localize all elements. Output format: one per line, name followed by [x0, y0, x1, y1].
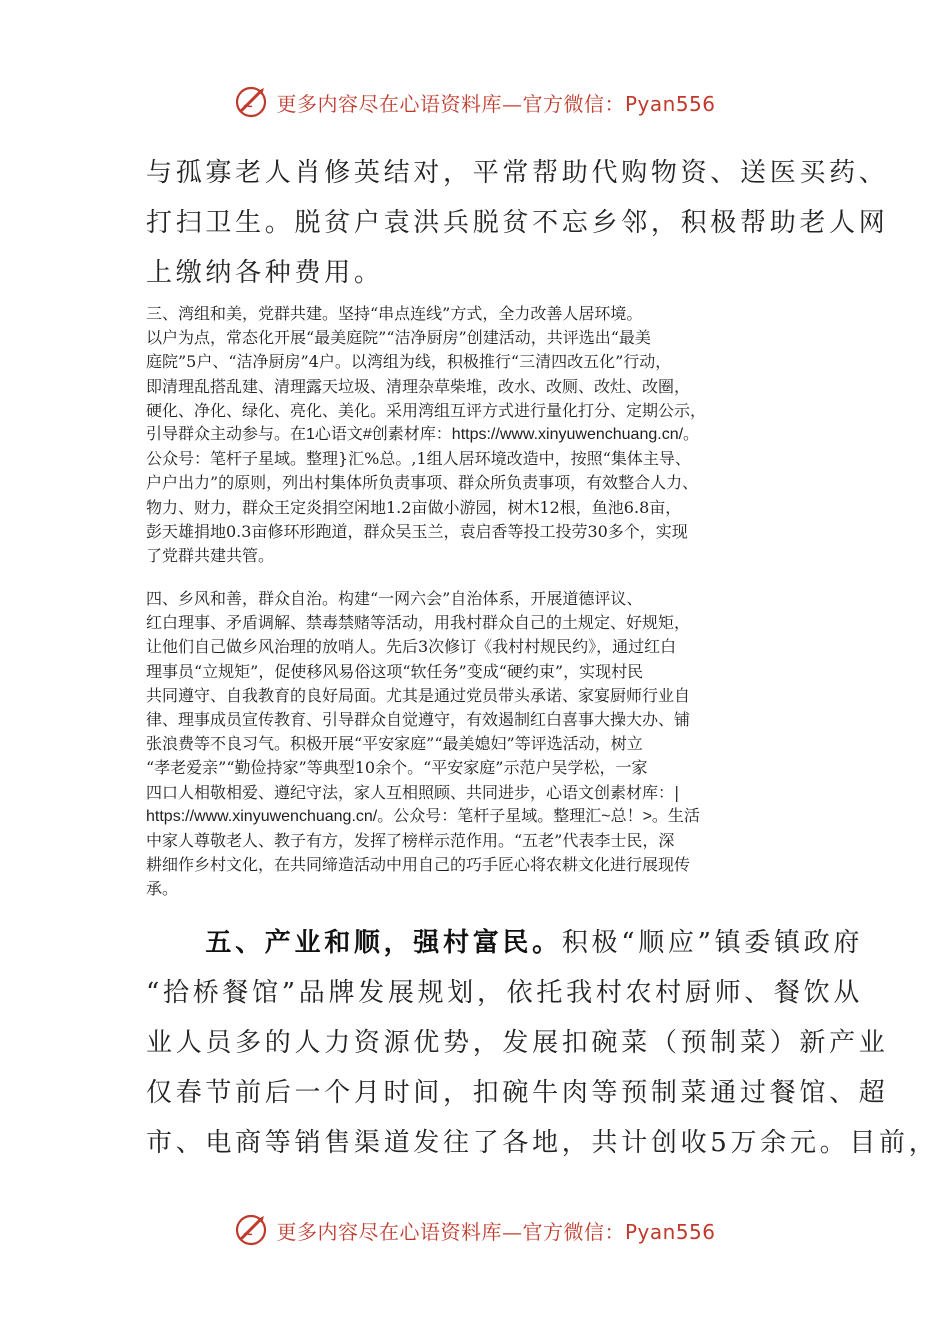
section-four	[146, 587, 826, 901]
text-line: 打扫卫生。脱贫户袁洪兵脱贫不忘乡邻，积极帮助老人网	[146, 208, 889, 238]
text-line: “拾桥餐馆”品牌发展规划，依托我村农村厨师、餐饮从	[146, 978, 864, 1008]
text-line: 即清理乱搭乱建、清理露天垃圾、清理杂草柴堆，改水、改厕、改灶、改圈，	[146, 376, 691, 396]
footer-banner	[0, 1208, 950, 1252]
text-line: 了党群共建共管。	[146, 545, 275, 565]
section-three	[146, 302, 826, 568]
text-line: 上缴纳各种费用。	[146, 258, 384, 288]
text-line: 公众号：笔杆子星域。整理}汇%总。,1组人居环境改造中，按照“集体主导、	[146, 449, 691, 469]
text-line: 与孤寡老人肖修英结对，平常帮助代购物资、送医买药、	[146, 158, 889, 188]
text-line: 引导群众主动参与。在1心语文#创素材库：https://www.xinyuwenchuang.cn/。	[146, 425, 700, 443]
text-line: 仅春节前后一个月时间，扣碗牛肉等预制菜通过餐馆、超	[146, 1078, 889, 1108]
text-line: 让他们自己做乡风治理的放哨人。先后3次修订《我村村规民约》，通过红白	[146, 637, 677, 657]
text-line: 硬化、净化、绿化、亮化、美化。采用湾组互评方式进行量化打分、定期公示，	[146, 400, 707, 420]
banner-text: 更多内容尽在心语资料库—官方微信：Pyan556	[276, 91, 716, 116]
text-line: 理事员“立规矩”，促使移风易俗这项“软任务”变成“硬约束”，实现村民	[146, 661, 644, 681]
pen-logo-icon	[234, 1212, 270, 1248]
section-five-heading: 五、产业和顺，强村富民。	[205, 928, 562, 958]
text-line: 户户出力”的原则，列出村集体所负责事项、群众所负责事项，有效整合人力、	[146, 473, 699, 493]
text-line: 中家人尊敬老人、教子有方，发挥了榜样示范作用。“五老”代表李士民，深	[146, 830, 675, 850]
text-line: 张浪费等不良习气。积极开展“平安家庭”“最美媳妇”等评选活动，树立	[146, 734, 643, 754]
text-line: 业人员多的人力资源优势，发展扣碗菜（预制菜）新产业	[146, 1028, 889, 1058]
text-line: 红白理事、矛盾调解、禁毒禁赌等活动，用我村群众自己的土规定、好规矩，	[146, 613, 691, 633]
text-line: 以户为点，常态化开展“最美庭院”“洁净厨房”创建活动，共评选出“最美	[146, 328, 651, 348]
text-line: https://www.xinyuwenchuang.cn/。公众号：笔杆子星域。整理汇~总！>。生活	[146, 807, 700, 825]
text-line: 物力、财力，群众王定炎捐空闲地1.2亩做小游园，树木12根，鱼池6.8亩，	[146, 497, 682, 517]
text-line: 律、理事成员宣传教育、引导群众自觉遵守，有效遏制红白喜事大操大办、铺	[146, 709, 691, 729]
banner-text: 更多内容尽在心语资料库—官方微信：Pyan556	[276, 1219, 716, 1244]
text-line: 市、电商等销售渠道发往了各地，共计创收5万余元。目前，	[146, 1128, 939, 1158]
section-five	[146, 918, 939, 1168]
text-line: “孝老爱亲”“勤俭持家”等典型10余个。“平安家庭”示范户吴学松，一家	[146, 758, 648, 778]
text-line: 三、湾组和美，党群共建。坚持“串点连线”方式，全力改善人居环境。	[146, 304, 643, 323]
text-line: 四口人相敬相爱、遵纪守法，家人互相照顾、共同进步，心语文创素材库：|	[146, 782, 680, 802]
header-banner	[0, 80, 950, 124]
text-line: 彭天雄捐地0.3亩修环形跑道，群众吴玉兰，袁启香等投工投劳30多个，实现	[146, 521, 688, 541]
text-line: 五、产业和顺，强村富民。积极“顺应”镇委镇政府	[205, 928, 864, 958]
text-line: 承。	[146, 879, 179, 899]
text-line: 共同遵守、自我教育的良好局面。尤其是通过党员带头承诺、家宴厨师行业自	[146, 685, 691, 705]
text-line: 四、乡风和善，群众自治。构建“一网六会”自治体系，开展道德评议、	[146, 589, 643, 608]
pen-logo-icon	[234, 84, 270, 120]
text-line: 庭院”5户、“洁净厨房”4户。以湾组为线，积极推行“三清四改五化”行动，	[146, 352, 672, 372]
text-line: 耕细作乡村文化，在共同缔造活动中用自己的巧手匠心将农耕文化进行展现传	[146, 855, 691, 875]
paragraph-top	[146, 148, 889, 298]
